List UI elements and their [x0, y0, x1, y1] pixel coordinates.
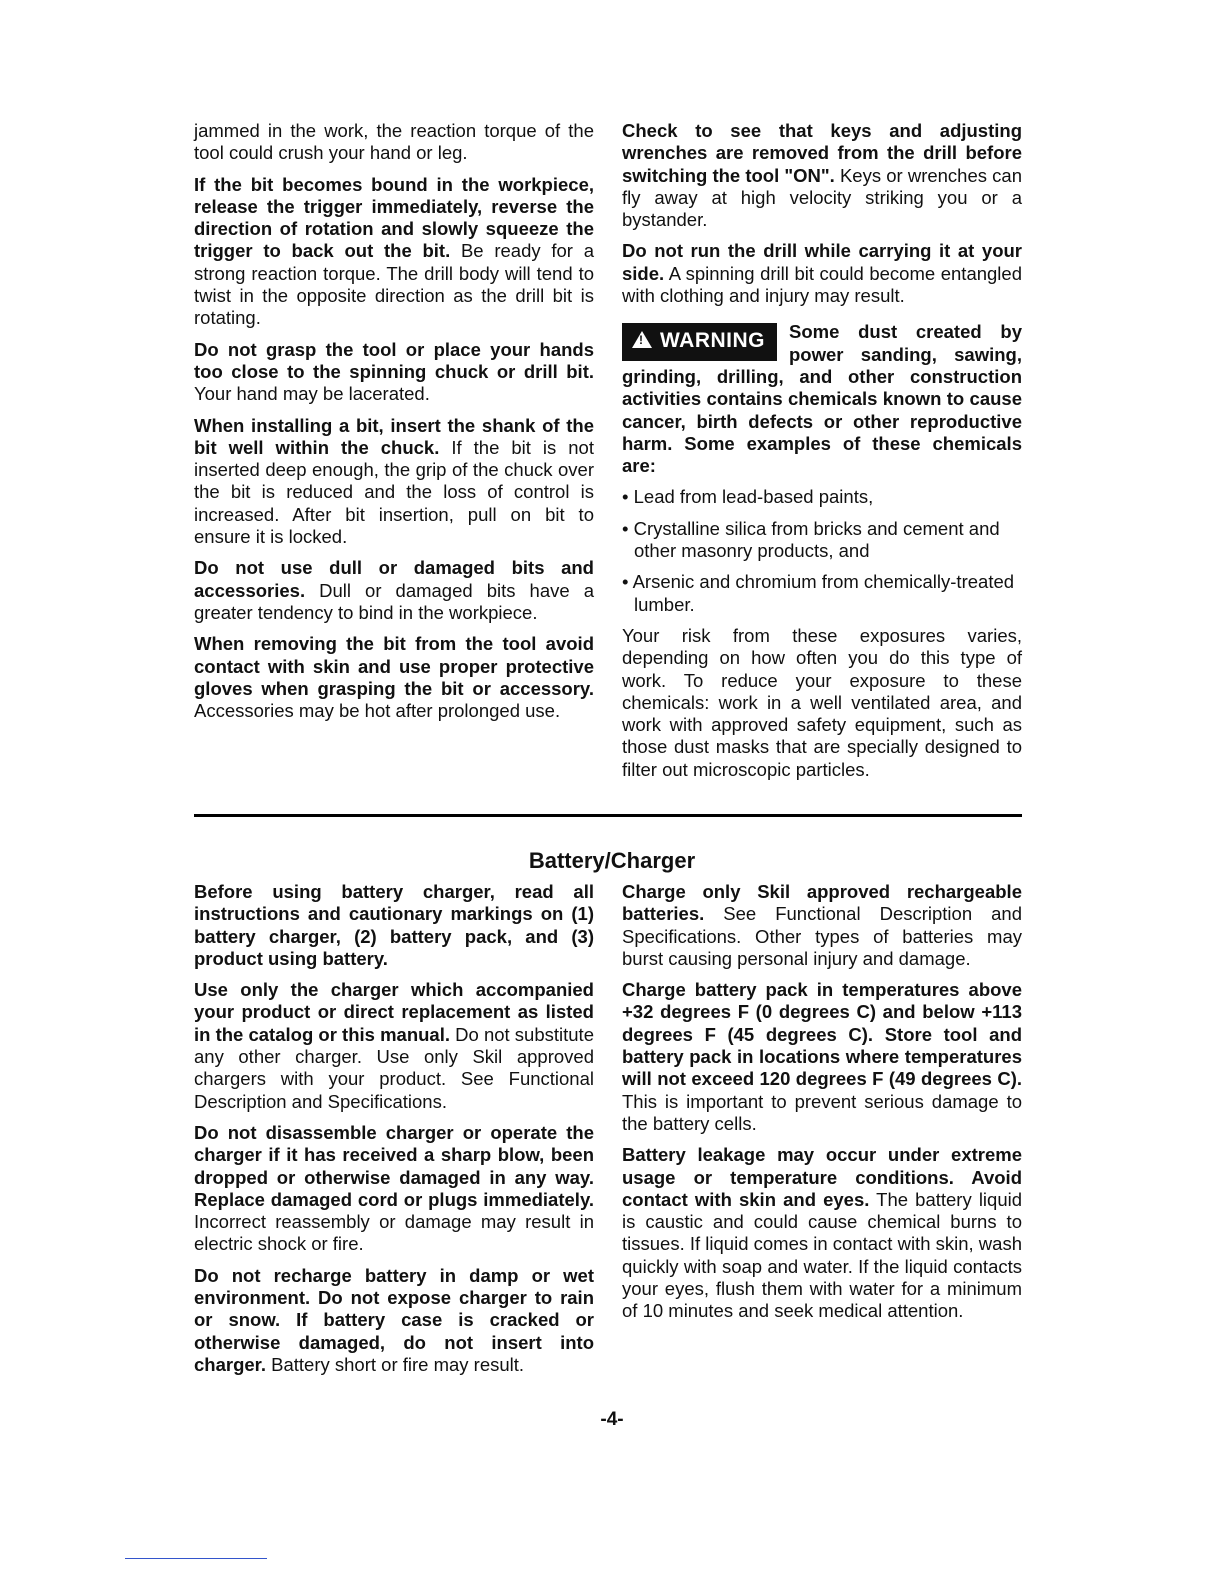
- paragraph: Battery leakage may occur under extreme usage or temperature conditions. Avoid contact with skin and eyes. The battery liquid is caustic and could cause chemical burns to tissues. If liquid comes in contact with skin, wash quickly with soap and water. If the liquid contacts your eyes, flush them with water for a minimum of 10 minutes and seek medical attention.: [622, 1144, 1023, 1322]
- top-right-column: [622, 120, 1022, 790]
- page-number: -4-: [600, 1409, 624, 1430]
- paragraph: jammed in the work, the reaction torque of the tool could crush your hand or leg.: [194, 120, 594, 164]
- paragraph: Do not recharge battery in damp or wet environment. Do not expose charger to rain or snow. If battery case is cracked or otherwise damaged, do not insert into charger. Battery short or fire may result.: [194, 1264, 594, 1375]
- section-divider: [194, 814, 1022, 817]
- paragraph: Do not use dull or damaged bits and accessories. Dull or damaged bits have a greater tendency to bind in the workpiece.: [194, 557, 594, 623]
- list-item: • Arsenic and chromium from chemically-treated lumber.: [622, 571, 1015, 615]
- paragraph: Check to see that keys and adjusting wrenches are removed from the drill before switching the tool "ON". Keys or wrenches can fly away at high velocity striking you or a bystander.: [622, 120, 1022, 231]
- risk-paragraph: Your risk from these exposures varies, depending on how often you do this type of work. To reduce your exposure to these chemicals: work in a well ventilated area, and work with approved safety equipment, such as those dust masks that are specially designed to filter out microscopic particles.: [622, 624, 1022, 780]
- paragraph: If the bit becomes bound in the workpiece, release the trigger immediately, reverse the direction of rotation and slowly squeeze the trigger to back out the bit. Be ready for a strong reaction torque. The drill body will tend to twist in the opposite direction as the drill bit is rotating.: [194, 173, 594, 329]
- bottom-left-column: [194, 881, 594, 1385]
- warning-paragraph: !WARNING Some dust created by power sanding, sawing, grinding, drilling, and other construction activities contains chemicals known to cause cancer, birth defects or other reproductive harm. Some examples of these chemicals are:: [622, 321, 1022, 477]
- paragraph: Use only the charger which accompanied your product or direct replacement as listed in the catalog or this manual. Do not substitute any other charger. Use only Skil approved chargers with your product. See Functional Description and Specifications.: [194, 979, 594, 1112]
- bottom-right-column: [622, 881, 1022, 1332]
- top-left-column: [194, 120, 594, 731]
- warning-triangle-icon: [632, 331, 652, 348]
- paragraph: Charge battery pack in temperatures above +32 degrees F (0 degrees C) and below +113 degrees F (45 degrees C). Store tool and battery pack in locations where temperatures will not exceed 120 degrees F (49 degrees C). This is important to prevent serious damage to the battery cells.: [622, 979, 1022, 1134]
- paragraph: Charge only Skil approved rechargeable batteries. See Functional Description and Specifications. Other types of batteries may burst causing personal injury and damage.: [622, 881, 1022, 969]
- paragraph: When removing the bit from the tool avoid contact with skin and use proper protective gloves when grasping the bit or accessory. Accessories may be hot after prolonged use.: [194, 633, 594, 722]
- paragraph: Do not disassemble charger or operate the charger if it has received a sharp blow, been dropped or otherwise damaged in any way. Replace damaged cord or plugs immediately. Incorrect reassembly or damage may result in electric shock or fire.: [194, 1121, 594, 1255]
- paragraph: Before using battery charger, read all instructions and cautionary markings on (1) battery charger, (2) battery pack, and (3) product using battery.: [194, 881, 594, 969]
- warning-badge: !WARNING: [622, 323, 777, 361]
- section-title: Battery/Charger: [528, 848, 696, 873]
- paragraph: When installing a bit, insert the shank of the bit well within the chuck. If the bit is not inserted deep enough, the grip of the chuck over the bit is reduced and the loss of control is increased. After bit insertion, pull on bit to ensure it is locked.: [194, 414, 594, 548]
- footer-link-line: [125, 1558, 267, 1559]
- list-item: • Lead from lead-based paints,: [622, 486, 874, 508]
- paragraph: Do not run the drill while carrying it at your side. A spinning drill bit could become entangled with clothing and injury may result.: [622, 240, 1022, 307]
- paragraph: Do not grasp the tool or place your hands too close to the spinning chuck or drill bit. Your hand may be lacerated.: [194, 338, 594, 405]
- list-item: • Crystalline silica from bricks and cement and other masonry products, and: [622, 517, 1000, 562]
